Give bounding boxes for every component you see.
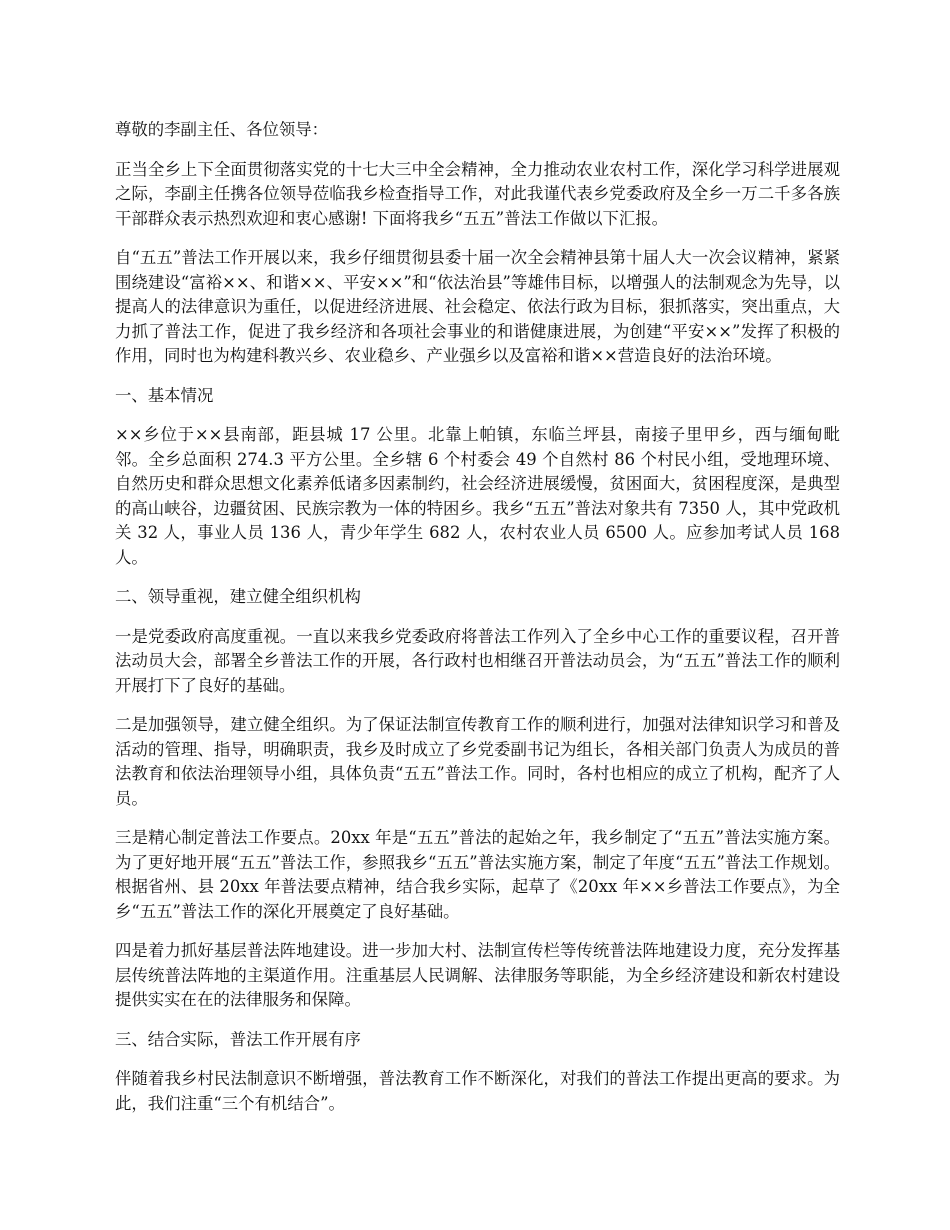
paragraph-point-four: 四是着力抓好基层普法阵地建设。进一步加大村、法制宣传栏等传统普法阵地建设力度，充分发挥基层传统普法阵地的主渠道作用。注重基层人民调解、法律服务等职能，为全乡经济建设和新农村建设提供实实在在的法律服务和保障。 <box>115 941 840 1009</box>
paragraph-intro: 正当全乡上下全面贯彻落实党的十七大三中全会精神，全力推动农业农村工作，深化学习科学进展观之际，李副主任携各位领导莅临我乡检查指导工作，对此我谨代表乡党委政府及全乡一万二千多各族干部群众表示热烈欢迎和衷心感谢! 下面将我乡“五五”普法工作做以下汇报。 <box>115 159 840 228</box>
document-body <box>115 118 840 1131</box>
paragraph-point-one: 一是党委政府高度重视。一直以来我乡党委政府将普法工作列入了全乡中心工作的重要议程，召开普法动员大会，部署全乡普法工作的开展，各行政村也相继召开普法动员会，为“五五”普法工作的顺利开展打下了良好的基础。 <box>115 626 840 695</box>
paragraph-point-three: 三是精心制定普法工作要点。20xx 年是“五五”普法的起始之年，我乡制定了“五五”普法实施方案。为了更好地开展“五五”普法工作，参照我乡“五五”普法实施方案，制定了年度“五五”普法工作规划。根据省州、县 20xx 年普法要点精神，结合我乡实际，起草了《20xx 年××乡普法工作要点》，为全乡“五五”普法工作的深化开展奠定了良好基础。 <box>115 828 840 921</box>
section-heading-basic-situation: 一、基本情况 <box>115 385 214 405</box>
paragraph-overview: 自“五五”普法工作开展以来，我乡仔细贯彻县委十届一次全会精神县第十届人大一次会议精神，紧紧围绕建设“富裕××、和谐××、平安××”和“依法治县”等雄伟目标，以增强人的法制观念为先导，以提高人的法律意识为重任，以促进经济进展、社会稳定、依法行政为目标，狠抓落实，突出重点，大力抓了普法工作，促进了我乡经济和各项社会事业的和谐健康进展，为创建“平安××”发挥了积极的作用，同时也为构建科教兴乡、农业稳乡、产业强乡以及富裕和谐××营造良好的法治环境。 <box>115 248 840 365</box>
paragraph-point-two: 二是加强领导，建立健全组织。为了保证法制宣传教育工作的顺利进行，加强对法律知识学习和普及活动的管理、指导，明确职责，我乡及时成立了乡党委副书记为组长，各相关部门负责人为成员的普法教育和依法治理领导小组，具体负责“五五”普法工作。同时，各村也相应的成立了机构，配齐了人员。 <box>115 715 840 808</box>
salutation: 尊敬的李副主任、各位领导： <box>115 120 329 139</box>
paragraph-basic-situation: ××乡位于××县南部，距县城 17 公里。北靠上帕镇，东临兰坪县，南接子里甲乡，西与缅甸毗邻。全乡总面积 274.3 平方公里。全乡辖 6 个村委会 49 个自然村 86 个村民小组，受地理环境、自然历史和群众思想文化素养低诸多因素制约，社会经济进展缓慢，贫困面大，贫困程度深，是典型的高山峡谷，边疆贫困、民族宗教为一体的特困乡。我乡“五五”普法对象共有 7350 人，其中党政机关 32 人，事业人员 136 人，青少年学生 682 人，农村农业人员 6500 人。应参加考试人员 168 人。 <box>115 425 840 567</box>
section-heading-practice: 三、结合实际，普法工作开展有序 <box>115 1029 361 1049</box>
paragraph-practice: 伴随着我乡村民法制意识不断增强，普法教育工作不断深化，对我们的普法工作提出更高的要求。为此，我们注重“三个有机结合”。 <box>115 1069 840 1113</box>
section-heading-leadership: 二、领导重视，建立健全组织机构 <box>115 587 361 606</box>
